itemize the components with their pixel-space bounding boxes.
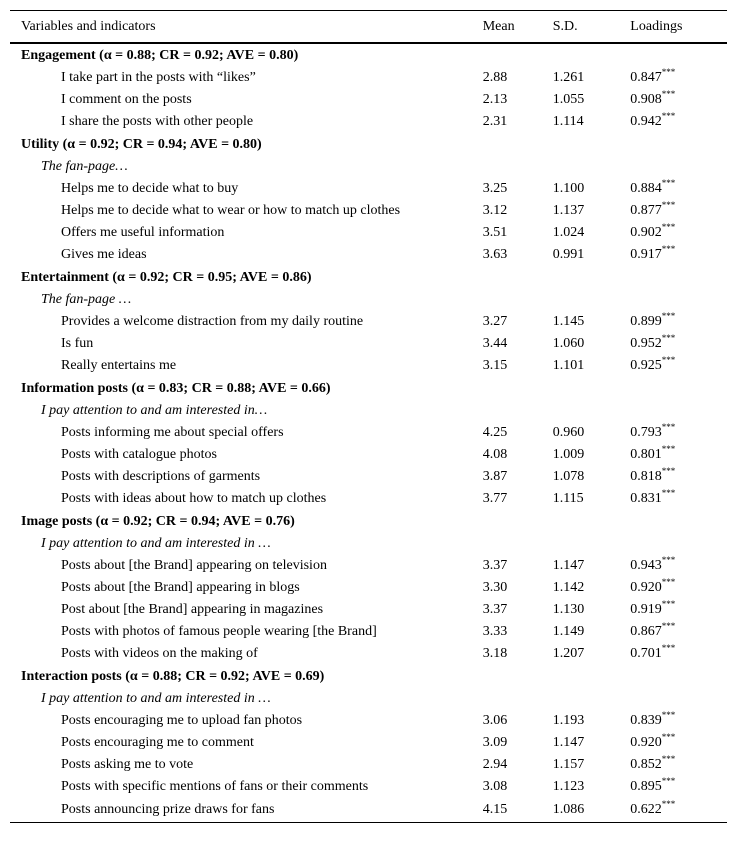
item-label: Posts with catalogue photos <box>61 447 217 462</box>
item-sd: 1.086 <box>553 798 631 823</box>
item-loading-cell <box>630 488 727 510</box>
significance-marker: *** <box>661 444 676 454</box>
significance-marker: *** <box>661 244 676 254</box>
table-row <box>10 89 727 111</box>
item-mean: 3.15 <box>482 358 508 373</box>
table-row <box>10 754 727 776</box>
item-mean: 2.88 <box>482 70 508 85</box>
item-sd: 1.149 <box>552 624 585 639</box>
group-row <box>10 510 727 533</box>
item-mean: 3.06 <box>482 713 508 728</box>
item-sd: 1.193 <box>552 713 585 728</box>
group-heading <box>10 43 727 67</box>
item-loading-cell <box>630 798 727 823</box>
significance-marker: *** <box>661 577 676 587</box>
item-sd: 1.157 <box>552 757 585 772</box>
item-mean: 3.09 <box>482 735 508 750</box>
item-sd: 1.147 <box>552 735 585 750</box>
item-label: Helps me to decide what to wear or how to match up clothes <box>61 203 401 218</box>
item-loading: 0.925 <box>630 358 662 373</box>
item-loading-cell <box>630 599 727 621</box>
item-loading: 0.908 <box>630 92 662 107</box>
group-row <box>10 266 727 289</box>
item-loading: 0.895 <box>630 779 662 794</box>
item-label: Posts about [the Brand] appearing on television <box>61 558 327 573</box>
group-stats: (α = 0.92; CR = 0.95; AVE = 0.86) <box>112 269 312 285</box>
item-loading: 0.952 <box>630 336 662 351</box>
item-loading: 0.919 <box>630 602 662 617</box>
significance-marker: *** <box>661 67 676 77</box>
table-body <box>10 43 727 823</box>
item-loading: 0.793 <box>630 425 662 440</box>
table-row <box>10 621 727 643</box>
table-row <box>10 333 727 355</box>
item-mean: 3.87 <box>482 469 508 484</box>
item-sd: 1.145 <box>552 314 585 329</box>
item-sd: 1.101 <box>552 358 585 373</box>
group-stats: (α = 0.88; CR = 0.92; AVE = 0.80) <box>99 47 299 63</box>
group-heading <box>10 510 727 533</box>
item-loading-cell <box>630 466 727 488</box>
item-mean: 3.27 <box>482 314 508 329</box>
item-loading-cell <box>630 200 727 222</box>
item-sd: 1.147 <box>552 558 585 573</box>
indicators-table <box>10 10 727 823</box>
table-row <box>10 577 727 599</box>
subtitle-row <box>10 533 727 555</box>
table-row <box>10 111 727 133</box>
item-mean: 3.12 <box>482 203 508 218</box>
item-label: Posts with ideas about how to match up clothes <box>61 491 327 506</box>
item-label: Posts about [the Brand] appearing in blogs <box>61 580 300 595</box>
item-mean: 3.33 <box>482 624 508 639</box>
table-row <box>10 311 727 333</box>
item-loading: 0.884 <box>630 181 662 196</box>
group-name: Engagement <box>21 47 96 63</box>
item-loading: 0.831 <box>630 491 662 506</box>
item-loading: 0.818 <box>630 469 662 484</box>
significance-marker: *** <box>661 599 676 609</box>
item-mean: 2.31 <box>482 114 508 129</box>
item-label: Helps me to decide what to buy <box>61 181 239 196</box>
item-mean: 3.63 <box>482 247 508 262</box>
significance-marker: *** <box>661 311 676 321</box>
item-sd: 1.123 <box>552 779 585 794</box>
significance-marker: *** <box>661 89 676 99</box>
item-loading-cell <box>630 111 727 133</box>
header-mean: Mean <box>483 11 553 44</box>
significance-marker: *** <box>661 488 676 498</box>
group-stats: (α = 0.88; CR = 0.92; AVE = 0.69) <box>125 668 325 684</box>
item-label: Posts announcing prize draws for fans <box>10 798 483 823</box>
header-loadings: Loadings <box>630 11 727 44</box>
significance-marker: *** <box>661 466 676 476</box>
item-sd: 1.207 <box>552 646 585 661</box>
table-header <box>10 11 727 44</box>
item-loading-cell <box>630 89 727 111</box>
table-row <box>10 466 727 488</box>
group-row <box>10 377 727 400</box>
significance-marker: *** <box>661 643 676 653</box>
item-loading: 0.877 <box>630 203 662 218</box>
group-heading <box>10 266 727 289</box>
item-mean: 4.08 <box>482 447 508 462</box>
item-mean: 4.25 <box>482 425 508 440</box>
item-loading-cell <box>630 355 727 377</box>
header-row <box>10 11 727 44</box>
group-subtitle: I pay attention to and am interested in … <box>41 536 271 551</box>
significance-marker: *** <box>661 710 676 720</box>
item-label: Posts with videos on the making of <box>61 646 258 661</box>
table-row <box>10 776 727 798</box>
item-sd: 1.130 <box>552 602 585 617</box>
item-loading-cell <box>630 754 727 776</box>
item-sd: 1.060 <box>552 336 585 351</box>
item-sd: 1.115 <box>552 491 584 506</box>
item-loading-cell <box>630 444 727 466</box>
item-mean: 3.37 <box>482 558 508 573</box>
item-loading: 0.801 <box>630 447 662 462</box>
group-row <box>10 43 727 67</box>
item-mean: 3.18 <box>482 646 508 661</box>
table-row <box>10 732 727 754</box>
significance-marker: *** <box>661 200 676 210</box>
item-sd: 0.991 <box>552 247 585 262</box>
item-loading: 0.917 <box>630 247 662 262</box>
significance-marker: *** <box>661 621 676 631</box>
significance-marker: *** <box>661 555 676 565</box>
item-label: I comment on the posts <box>61 92 192 107</box>
item-label: Posts encouraging me to comment <box>61 735 254 750</box>
item-loading-cell <box>630 422 727 444</box>
item-sd: 1.024 <box>552 225 585 240</box>
group-name: Information posts <box>21 380 128 396</box>
group-heading <box>10 377 727 400</box>
table-row <box>10 200 727 222</box>
item-loading: 0.852 <box>630 757 662 772</box>
item-loading: 0.920 <box>630 735 662 750</box>
item-sd: 1.009 <box>552 447 585 462</box>
group-heading <box>10 133 727 156</box>
table-row <box>10 710 727 732</box>
significance-marker: *** <box>661 422 676 432</box>
item-sd: 1.142 <box>552 580 585 595</box>
group-name: Interaction posts <box>21 668 122 684</box>
item-sd: 1.055 <box>552 92 585 107</box>
item-mean: 3.44 <box>482 336 508 351</box>
item-mean: 2.94 <box>482 757 508 772</box>
group-name: Utility <box>21 136 60 152</box>
item-loading: 0.622 <box>630 802 662 817</box>
item-label: Posts with descriptions of garments <box>61 469 261 484</box>
significance-marker: *** <box>661 111 676 121</box>
item-label: Posts with specific mentions of fans or their comments <box>61 779 369 794</box>
item-loading: 0.943 <box>630 558 662 573</box>
table-row <box>10 444 727 466</box>
item-label: Posts informing me about special offers <box>61 425 284 440</box>
group-name: Entertainment <box>21 269 109 285</box>
item-mean: 2.13 <box>482 92 508 107</box>
item-label: Posts with photos of famous people wearing [the Brand] <box>61 624 377 639</box>
subtitle-row <box>10 156 727 178</box>
item-mean: 3.37 <box>482 602 508 617</box>
header-variables: Variables and indicators <box>10 11 483 44</box>
item-label: Posts asking me to vote <box>61 757 194 772</box>
item-label: I share the posts with other people <box>61 114 254 129</box>
item-loading-cell <box>630 621 727 643</box>
item-mean: 4.15 <box>483 798 553 823</box>
table-row <box>10 222 727 244</box>
table-row <box>10 643 727 665</box>
item-label: Gives me ideas <box>61 247 147 262</box>
item-loading-cell <box>630 222 727 244</box>
item-loading: 0.902 <box>630 225 662 240</box>
item-mean: 3.30 <box>482 580 508 595</box>
significance-marker: *** <box>661 799 676 809</box>
item-loading-cell <box>630 311 727 333</box>
item-mean: 3.77 <box>482 491 508 506</box>
group-subtitle: The fan-page… <box>41 159 128 174</box>
item-mean: 3.51 <box>482 225 508 240</box>
item-sd: 1.078 <box>552 469 585 484</box>
table-row <box>10 244 727 266</box>
group-row <box>10 133 727 156</box>
item-label: Is fun <box>61 336 94 351</box>
item-label: Post about [the Brand] appearing in magazines <box>61 602 324 617</box>
table-row <box>10 555 727 577</box>
significance-marker: *** <box>661 776 676 786</box>
significance-marker: *** <box>661 732 676 742</box>
significance-marker: *** <box>661 333 676 343</box>
item-loading-cell <box>630 244 727 266</box>
item-loading-cell <box>630 333 727 355</box>
subtitle-row <box>10 289 727 311</box>
group-subtitle: I pay attention to and am interested in… <box>41 403 268 418</box>
item-loading-cell <box>630 710 727 732</box>
group-stats: (α = 0.83; CR = 0.88; AVE = 0.66) <box>131 380 331 396</box>
table-row <box>10 178 727 200</box>
item-mean: 3.25 <box>482 181 508 196</box>
group-subtitle: I pay attention to and am interested in … <box>41 691 271 706</box>
subtitle-row <box>10 688 727 710</box>
item-sd: 1.100 <box>552 181 585 196</box>
significance-marker: *** <box>661 754 676 764</box>
table-row <box>10 355 727 377</box>
item-mean: 3.08 <box>482 779 508 794</box>
significance-marker: *** <box>661 178 676 188</box>
item-label: Really entertains me <box>61 358 177 373</box>
item-loading-cell <box>630 178 727 200</box>
item-sd: 0.960 <box>552 425 585 440</box>
item-loading: 0.920 <box>630 580 662 595</box>
group-heading <box>10 665 727 688</box>
item-sd: 1.261 <box>552 70 585 85</box>
subtitle-row <box>10 400 727 422</box>
table-row <box>10 67 727 89</box>
item-label: Posts encouraging me to upload fan photos <box>61 713 303 728</box>
item-loading: 0.847 <box>630 70 662 85</box>
group-name: Image posts <box>21 513 93 529</box>
item-loading: 0.942 <box>630 114 662 129</box>
item-loading-cell <box>630 643 727 665</box>
item-loading-cell <box>630 555 727 577</box>
item-label: Provides a welcome distraction from my daily routine <box>61 314 364 329</box>
item-loading: 0.867 <box>630 624 662 639</box>
item-label: I take part in the posts with “likes” <box>61 70 256 85</box>
item-label: Offers me useful information <box>61 225 225 240</box>
item-loading-cell <box>630 577 727 599</box>
table-row <box>10 488 727 510</box>
group-subtitle: The fan-page … <box>41 292 132 307</box>
item-sd: 1.137 <box>552 203 585 218</box>
table-row <box>10 599 727 621</box>
table-row <box>10 422 727 444</box>
group-row <box>10 665 727 688</box>
group-stats: (α = 0.92; CR = 0.94; AVE = 0.76) <box>95 513 295 529</box>
item-loading: 0.839 <box>630 713 662 728</box>
item-loading-cell <box>630 776 727 798</box>
item-loading: 0.899 <box>630 314 662 329</box>
item-sd: 1.114 <box>552 114 584 129</box>
item-loading: 0.701 <box>630 646 662 661</box>
item-loading-cell <box>630 67 727 89</box>
significance-marker: *** <box>661 222 676 232</box>
item-loading-cell <box>630 732 727 754</box>
header-sd: S.D. <box>553 11 631 44</box>
group-stats: (α = 0.92; CR = 0.94; AVE = 0.80) <box>62 136 262 152</box>
table-row <box>10 798 727 823</box>
significance-marker: *** <box>661 355 676 365</box>
